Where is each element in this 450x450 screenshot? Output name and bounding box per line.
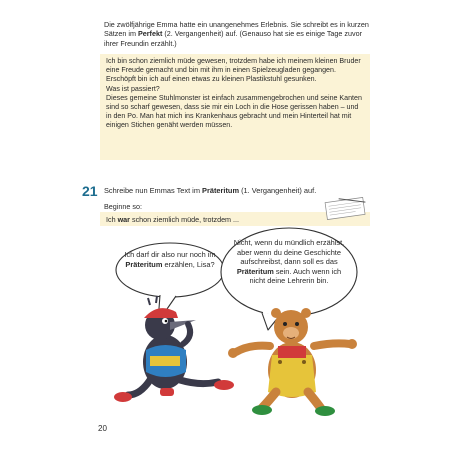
bird-cap xyxy=(144,308,178,318)
speech-right-text-2: sein. Auch wenn ich nicht deine Lehrerin bin. xyxy=(249,266,342,286)
bird-leg-left xyxy=(128,380,150,395)
task-text-1: Schreibe nun Emmas Text im xyxy=(104,186,203,195)
begin-text-2: schon ziemlich müde, trotzdem ... xyxy=(129,215,240,224)
bird-wing xyxy=(183,324,190,344)
begin-text-1: Ich xyxy=(106,215,118,224)
bear-arm-left xyxy=(236,346,270,352)
bear-shoe-left xyxy=(252,405,272,415)
task-term: Präteritum xyxy=(202,186,240,195)
intro-text-2: (2. Vergangenheit) auf. (Genauso hat sie es einige Tage zuvor ihrer Freundin erzählt.) xyxy=(104,29,362,48)
speech-left-text-1: Ich darf dir also nur noch im xyxy=(124,250,216,259)
task-number: 21 xyxy=(82,183,98,199)
speech-text-right xyxy=(230,238,348,286)
bear-character xyxy=(228,308,357,416)
bird-leg-right xyxy=(180,380,218,384)
intro-term: Perfekt xyxy=(137,29,163,39)
speech-text-left xyxy=(122,250,218,269)
bird-shoe-right xyxy=(214,380,234,390)
bird-shoe-left xyxy=(114,392,132,402)
task-text-2: (1. Vergangenheit) auf. xyxy=(239,186,317,195)
intro-text-1: Die zwölfjährige Emma hatte ein unangenehmes Erlebnis. Sie schreibt es in kurzen Sätzen im xyxy=(104,20,369,39)
bird-character xyxy=(114,296,234,402)
page-number: 20 xyxy=(98,424,107,433)
story-line-2: Erschöpft bin ich auf einen etwas zu kleinen Plastikstuhl gesunken. xyxy=(106,75,317,84)
speech-right-text-1: Nicht, wenn du mündlich erzählst, aber wenn du deine Geschichte aufschreibst, dann soll es das xyxy=(233,238,345,267)
story-line-4: Dieses gemeine Stuhlmonster ist einfach zusammengebrochen und seine Kanten sind so scharf gewesen, dass sie mir ein Loch in die Hose gerissen haben – und in den Po. Man hat mich ins Krankenhaus gebracht und mein Hinterteil hat mit einigen Stichen genäht werden müssen. xyxy=(106,93,362,130)
speech-right-term: Präteritum xyxy=(236,266,274,276)
speech-left-text-2: erzählen, Lisa? xyxy=(162,259,215,269)
begin-label: Beginne so: xyxy=(104,202,142,211)
begin-term: war xyxy=(117,215,130,224)
story-line-1: Ich bin schon ziemlich müde gewesen, trotzdem habe ich meinem kleinen Bruder eine Freude gemacht und bin mit ihm in einen Spielzeugladen gegangen. xyxy=(106,57,361,75)
bear-shoe-right xyxy=(315,406,335,416)
story-line-3: Was ist passiert? xyxy=(106,84,160,93)
bear-arm-right xyxy=(314,343,350,346)
speech-left-term: Präteritum xyxy=(125,259,163,269)
